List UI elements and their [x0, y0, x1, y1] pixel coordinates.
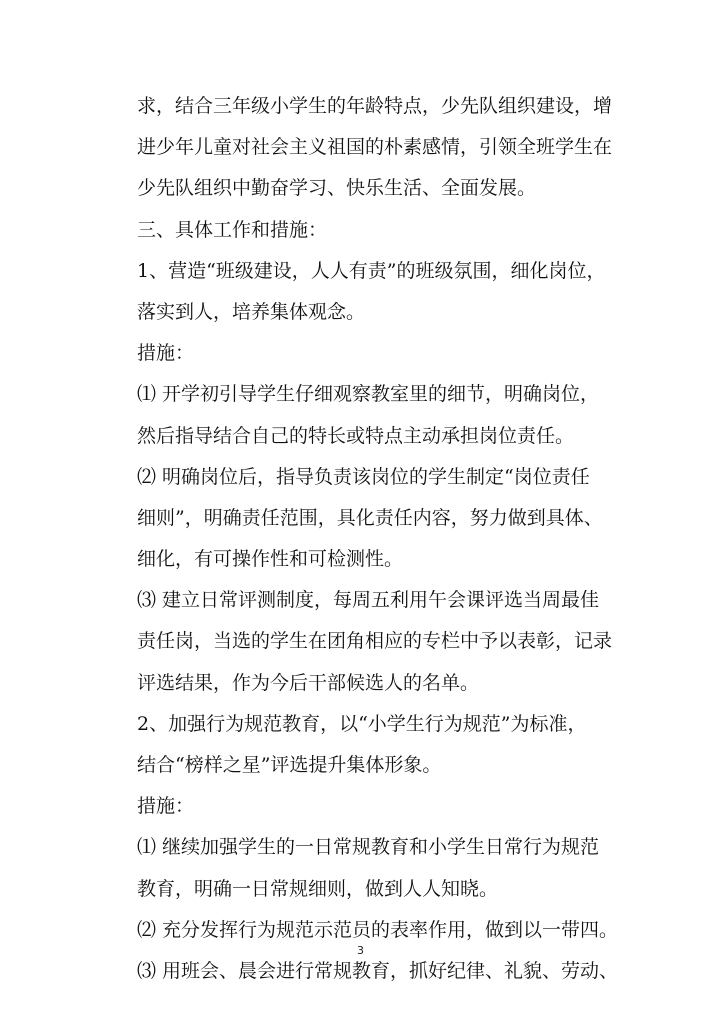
text-line: ⑴ 继续加强学生的一日常规教育和小学生日常行为规范 [137, 836, 600, 859]
text-line: ⑵ 充分发挥行为规范示范员的表率作用，做到以一带四。 [137, 918, 619, 941]
text-line: 进少年儿童对社会主义祖国的朴素感情，引领全班学生在 [137, 136, 613, 159]
text-line: 教育，明确一日常规细则，做到人人知晓。 [137, 877, 499, 900]
text-line: 细化，有可操作性和可检测性。 [137, 548, 404, 571]
measures-label: 措施： [137, 342, 195, 365]
text-line: 责任岗，当选的学生在团角相应的专栏中予以表彰，记录 [137, 630, 613, 653]
text-line: 结合“榜样之星”评选提升集体形象。 [137, 754, 442, 776]
document-body [137, 86, 619, 992]
text-line: 细则”，明确责任范围，具化责任内容，努力做到具体、 [137, 506, 603, 529]
text-line: 评选结果，作为今后干部候选人的名单。 [137, 671, 480, 694]
measures-label: 措施： [137, 795, 195, 818]
text-line: 然后指导结合自己的特长或特点主动承担岗位责任。 [137, 424, 575, 447]
text-line: ⑶ 用班会、晨会进行常规教育，抓好纪律、礼貌、劳动、 [137, 959, 619, 982]
text-line: ⑴ 开学初引导学生仔细观察教室里的细节，明确岗位， [137, 383, 600, 406]
text-line: 1、营造“班级建设，人人有责”的班级氛围，细化岗位， [137, 259, 606, 282]
page-number: 3 [357, 944, 364, 957]
text-line: 求，结合三年级小学生的年龄特点，少先队组织建设，增 [137, 95, 613, 117]
text-line: 落实到人，培养集体观念。 [137, 300, 366, 323]
text-line: 2、加强行为规范教育，以“小学生行为规范”为标准， [137, 712, 587, 735]
text-line: 少先队组织中勤奋学习、快乐生活、全面发展。 [137, 177, 537, 200]
section-heading: 三、具体工作和措施： [137, 218, 328, 241]
text-line: ⑵ 明确岗位后，指导负责该岗位的学生制定“岗位责任 [137, 465, 590, 488]
text-line: ⑶ 建立日常评测制度，每周五利用午会课评选当周最佳 [137, 589, 600, 612]
